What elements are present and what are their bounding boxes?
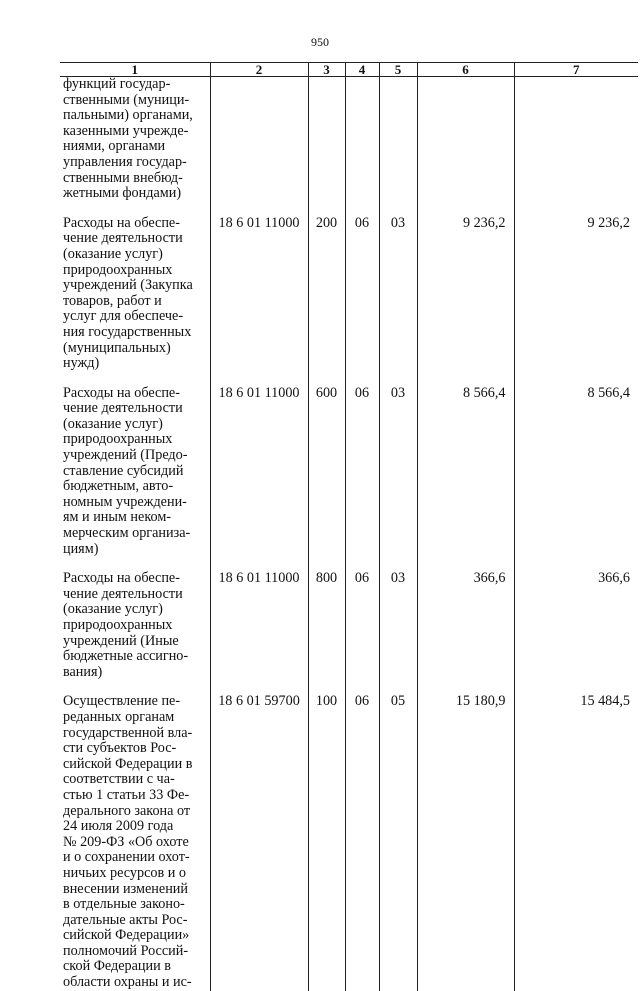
amount-column-7: 8 566,4 xyxy=(514,386,638,572)
description-line: учреждений (Иные xyxy=(63,632,179,649)
description-line: циям) xyxy=(63,540,99,557)
amount-column-6: 366,6 xyxy=(417,571,514,694)
column-header-3: 3 xyxy=(308,63,345,77)
description-line: полномочий Россий- xyxy=(63,942,189,959)
column-header-7: 7 xyxy=(514,63,638,77)
description-line: № 209-ФЗ «Об охоте xyxy=(63,833,189,850)
description-line: сийской Федерации» xyxy=(63,927,190,944)
description-line: чение деятельности xyxy=(63,585,183,602)
description-line: товаров, работ и xyxy=(63,292,162,309)
description-line: казенными учрежде- xyxy=(63,122,189,139)
description-line: учреждений (Предо- xyxy=(63,447,188,464)
section-code: 06 xyxy=(345,216,379,386)
amount-column-7: 366,6 xyxy=(514,571,638,694)
amount-column-6: 9 236,2 xyxy=(417,216,514,386)
description-line: Расходы на обеспе- xyxy=(63,384,180,401)
description-line: области охраны и ис- xyxy=(63,974,192,991)
target-article-code: 18 6 01 11000 xyxy=(210,571,308,694)
description-line: ям и иным неком- xyxy=(63,509,172,526)
description-line: 24 июля 2009 года xyxy=(63,818,174,835)
description-line: услуг для обеспече- xyxy=(63,308,184,325)
column-header-2: 2 xyxy=(210,63,308,77)
row-description xyxy=(60,571,210,694)
description-line: учреждений (Закупка xyxy=(63,277,193,294)
section-code xyxy=(345,77,379,216)
subsection-code: 03 xyxy=(379,386,417,572)
description-line: природоохранных xyxy=(63,431,173,448)
description-line: соответствии с ча- xyxy=(63,771,175,788)
description-line: жетными фондами) xyxy=(63,185,182,202)
expense-type-code: 800 xyxy=(308,571,345,694)
section-code: 06 xyxy=(345,694,379,990)
description-line: ставление субсидий xyxy=(63,462,184,479)
table-row xyxy=(60,571,638,694)
subsection-code: 03 xyxy=(379,571,417,694)
budget-table xyxy=(60,62,638,991)
description-line: дательные акты Рос- xyxy=(63,911,188,928)
description-line: внесении изменений xyxy=(63,880,188,897)
target-article-code: 18 6 01 59700 xyxy=(210,694,308,990)
row-description xyxy=(60,77,210,216)
subsection-code xyxy=(379,77,417,216)
description-line: (муниципальных) xyxy=(63,339,171,356)
column-header-5: 5 xyxy=(379,63,417,77)
description-line: стью 1 статьи 33 Фе- xyxy=(63,786,190,803)
description-line: функций государ- xyxy=(63,76,171,92)
amount-column-7: 9 236,2 xyxy=(514,216,638,386)
row-description xyxy=(60,386,210,572)
table-row xyxy=(60,77,638,216)
description-line: ниями, органами xyxy=(63,138,166,155)
column-header-1: 1 xyxy=(60,63,210,77)
description-line: чение деятельности xyxy=(63,230,183,247)
section-code: 06 xyxy=(345,386,379,572)
description-line: реданных органам xyxy=(63,708,175,725)
description-line: номным учреждени- xyxy=(63,493,187,510)
amount-column-7: 15 484,5 xyxy=(514,694,638,990)
column-header-4: 4 xyxy=(345,63,379,77)
table-header-row xyxy=(60,63,638,77)
description-line: пальными) органами, xyxy=(63,107,193,124)
description-line: вания) xyxy=(63,663,103,680)
description-line: мерческим организа- xyxy=(63,525,191,542)
description-line: и о сохранении охот- xyxy=(63,849,190,866)
row-description xyxy=(60,216,210,386)
description-line: ния государственных xyxy=(63,323,192,340)
description-line: управления государ- xyxy=(63,153,187,170)
expense-type-code: 600 xyxy=(308,386,345,572)
description-line: сти субъектов Рос- xyxy=(63,740,177,757)
description-line: бюджетным, авто- xyxy=(63,478,174,495)
description-line: (оказание услуг) xyxy=(63,245,163,262)
expense-type-code xyxy=(308,77,345,216)
page-number: 950 xyxy=(311,35,329,49)
target-article-code: 18 6 01 11000 xyxy=(210,216,308,386)
description-line: Расходы на обеспе- xyxy=(63,214,180,231)
amount-column-6 xyxy=(417,77,514,216)
description-line: ничьих ресурсов и о xyxy=(63,864,186,881)
target-article-code: 18 6 01 11000 xyxy=(210,386,308,572)
description-line: ственными внебюд- xyxy=(63,169,183,186)
description-line: (оказание услуг) xyxy=(63,601,163,618)
subsection-code: 03 xyxy=(379,216,417,386)
amount-column-6: 15 180,9 xyxy=(417,694,514,990)
description-line: природоохранных xyxy=(63,617,173,633)
description-line: сийской Федерации в xyxy=(63,755,193,772)
description-line: в отдельные законо- xyxy=(63,896,185,913)
table-row xyxy=(60,694,638,990)
description-line: дерального закона от xyxy=(63,802,191,819)
description-line: государственной вла- xyxy=(63,724,193,741)
target-article-code xyxy=(210,77,308,216)
description-line: нужд) xyxy=(63,355,100,372)
description-line: бюджетные ассигно- xyxy=(63,648,189,665)
section-code: 06 xyxy=(345,571,379,694)
amount-column-6: 8 566,4 xyxy=(417,386,514,572)
subsection-code: 05 xyxy=(379,694,417,990)
description-line: чение деятельности xyxy=(63,400,183,417)
amount-column-7 xyxy=(514,77,638,216)
description-line: (оказание услуг) xyxy=(63,415,163,432)
expense-type-code: 100 xyxy=(308,694,345,990)
column-header-6: 6 xyxy=(417,63,514,77)
description-line: ственными (муници- xyxy=(63,91,190,108)
description-line: Расходы на обеспе- xyxy=(63,570,180,587)
description-line: ской Федерации в xyxy=(63,958,171,975)
description-line: природоохранных xyxy=(63,261,173,278)
row-description xyxy=(60,694,210,990)
expense-type-code: 200 xyxy=(308,216,345,386)
table-row xyxy=(60,386,638,572)
description-line: Осуществление пе- xyxy=(63,693,181,710)
table-row xyxy=(60,216,638,386)
